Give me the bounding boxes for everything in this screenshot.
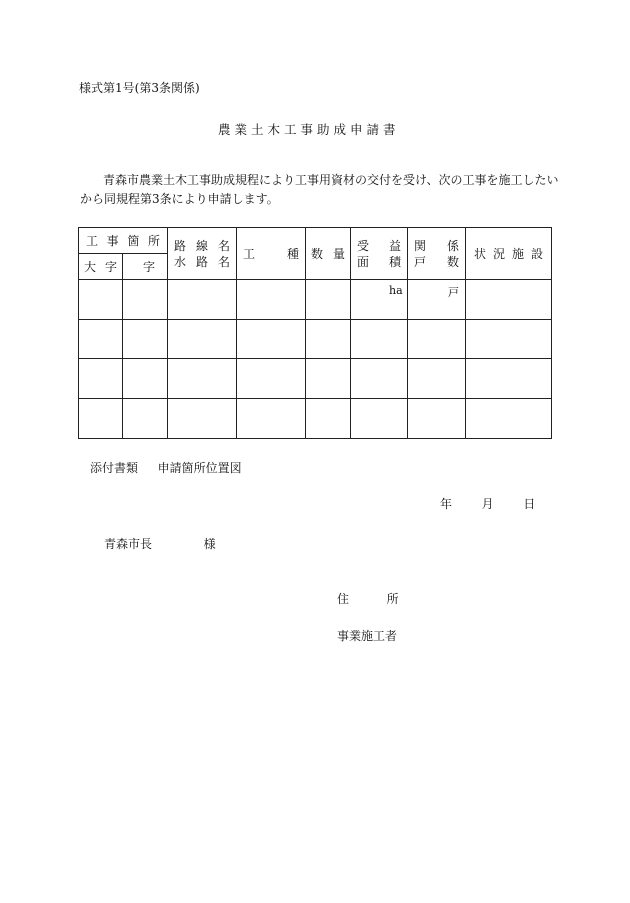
header-quantity: 数 量 <box>306 228 351 280</box>
table-row <box>79 320 552 359</box>
cell-work-type[interactable] <box>237 280 306 320</box>
cell-oaza[interactable] <box>79 280 123 320</box>
header-households: 関 係 戸 数 <box>408 228 466 280</box>
cell-area[interactable] <box>351 280 408 320</box>
address-label: 住 所 <box>337 592 399 606</box>
table-row <box>79 399 552 439</box>
header-construction-site: 工 事 箇 所 <box>79 228 168 254</box>
header-aza: 字 <box>123 254 168 280</box>
attachment-line <box>90 459 242 476</box>
addressee-name: 青森市長 <box>104 537 153 551</box>
applicant-label: 事業施工者 <box>337 629 398 643</box>
form-number: 様式第1号(第3条関係) <box>79 81 200 95</box>
header-route-name: 路 線 名 水 路 名 <box>168 228 237 280</box>
cell-route[interactable] <box>168 280 237 320</box>
addressee-honorific: 様 <box>203 537 216 551</box>
header-benefit-area: 受 益 面 積 <box>351 228 408 280</box>
table-row <box>79 280 552 320</box>
date-day: 日 <box>523 497 536 511</box>
intro-line-1: 青森市農業土木工事助成規程により工事用資材の交付を受け、次の工事を施工したい <box>103 173 559 187</box>
cell-status[interactable] <box>466 280 552 320</box>
header-oaza: 大 字 <box>79 254 123 280</box>
header-work-type: 工 種 <box>237 228 306 280</box>
unit-ha: ha <box>389 284 403 297</box>
application-table <box>78 227 552 439</box>
date-year: 年 <box>440 497 453 511</box>
intro-line-2: から同規程第3条により申請します。 <box>80 192 279 206</box>
cell-quantity[interactable] <box>306 280 351 320</box>
date-month: 月 <box>481 497 494 511</box>
intro-paragraph <box>80 171 559 209</box>
addressee <box>104 535 216 552</box>
header-facility-status: 状 況 施 設 <box>466 228 552 280</box>
date-line <box>440 495 535 512</box>
attachment-label: 添付書類 <box>90 461 139 475</box>
cell-households[interactable] <box>408 280 466 320</box>
attachment-value: 申請箇所位置図 <box>157 461 242 475</box>
document-title: 農業土木工事助成申請書 <box>218 122 400 137</box>
table-row <box>79 359 552 399</box>
unit-households: 戸 <box>448 286 459 299</box>
cell-aza[interactable] <box>123 280 168 320</box>
